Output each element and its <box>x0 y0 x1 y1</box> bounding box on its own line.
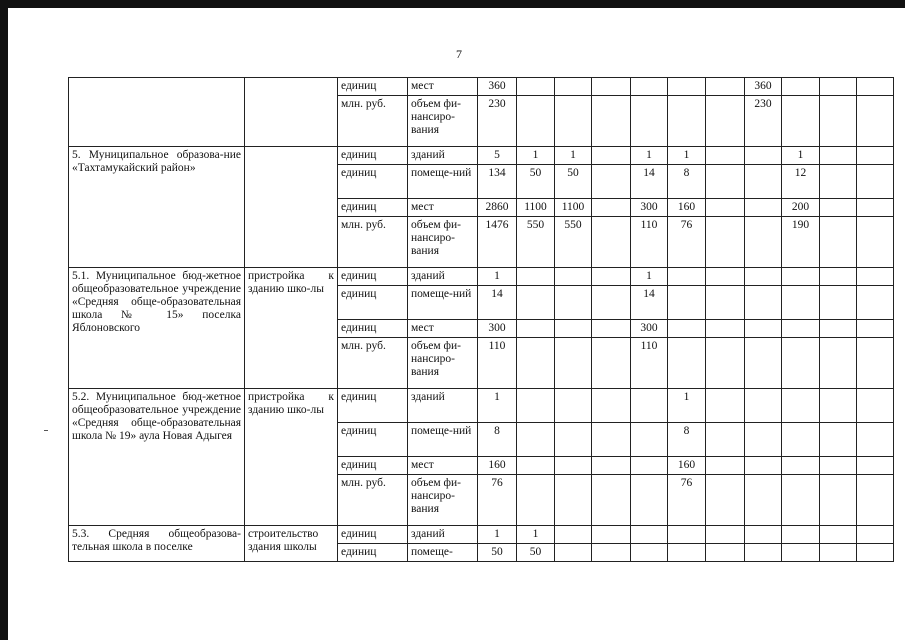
value-cell <box>555 338 592 389</box>
value-cell <box>631 78 668 96</box>
value-cell <box>745 389 782 423</box>
value-cell <box>706 320 745 338</box>
value-cell <box>745 199 782 217</box>
value-cell <box>592 199 631 217</box>
unit-cell: млн. руб. <box>338 96 408 147</box>
value-cell <box>592 217 631 268</box>
value-cell <box>857 165 894 199</box>
value-cell: 14 <box>631 286 668 320</box>
value-cell: 230 <box>745 96 782 147</box>
value-cell <box>706 457 745 475</box>
value-cell <box>782 475 820 526</box>
indicator-cell: мест <box>408 457 478 475</box>
value-cell <box>517 96 555 147</box>
value-cell <box>706 286 745 320</box>
value-cell <box>857 199 894 217</box>
value-cell <box>517 423 555 457</box>
value-cell: 1 <box>478 526 517 544</box>
value-cell <box>555 457 592 475</box>
value-cell <box>592 165 631 199</box>
indicator-cell: объем фи-нансиро-вания <box>408 217 478 268</box>
value-cell <box>857 147 894 165</box>
value-cell <box>782 423 820 457</box>
value-cell <box>857 268 894 286</box>
value-cell <box>745 165 782 199</box>
value-cell <box>782 338 820 389</box>
value-cell: 1100 <box>517 199 555 217</box>
value-cell <box>820 544 857 562</box>
value-cell <box>820 320 857 338</box>
value-cell <box>706 199 745 217</box>
value-cell: 110 <box>631 217 668 268</box>
value-cell <box>555 78 592 96</box>
object-name-cell <box>69 78 245 147</box>
indicator-cell: зданий <box>408 526 478 544</box>
unit-cell: единиц <box>338 147 408 165</box>
value-cell: 200 <box>782 199 820 217</box>
object-name-cell: 5.2. Муниципальное бюд-жетное общеобразовательное учреждение «Средняя обще-образовательная школа № 19» аула Новая Адыгея <box>69 389 245 526</box>
value-cell: 300 <box>631 320 668 338</box>
value-cell: 110 <box>478 338 517 389</box>
value-cell: 1100 <box>555 199 592 217</box>
value-cell <box>555 526 592 544</box>
value-cell: 1 <box>782 147 820 165</box>
value-cell: 50 <box>517 165 555 199</box>
value-cell <box>631 423 668 457</box>
scan-border-left <box>0 0 8 640</box>
value-cell <box>668 286 706 320</box>
value-cell: 50 <box>517 544 555 562</box>
value-cell: 1 <box>478 389 517 423</box>
action-cell: пристройка к зданию шко-лы <box>245 268 338 389</box>
value-cell <box>782 526 820 544</box>
value-cell: 8 <box>668 165 706 199</box>
value-cell <box>820 217 857 268</box>
value-cell <box>631 96 668 147</box>
value-cell: 360 <box>745 78 782 96</box>
value-cell <box>668 320 706 338</box>
value-cell: 1 <box>668 147 706 165</box>
value-cell: 1 <box>631 147 668 165</box>
value-cell <box>517 78 555 96</box>
unit-cell: млн. руб. <box>338 475 408 526</box>
value-cell <box>555 389 592 423</box>
value-cell: 550 <box>555 217 592 268</box>
value-cell <box>517 320 555 338</box>
value-cell <box>631 526 668 544</box>
value-cell <box>745 147 782 165</box>
indicator-cell: объем фи-нансиро-вания <box>408 338 478 389</box>
value-cell <box>668 544 706 562</box>
value-cell: 76 <box>478 475 517 526</box>
value-cell <box>745 320 782 338</box>
indicator-cell: помеще-ний <box>408 165 478 199</box>
value-cell: 1 <box>555 147 592 165</box>
value-cell <box>555 423 592 457</box>
value-cell: 190 <box>782 217 820 268</box>
value-cell <box>517 457 555 475</box>
value-cell: 134 <box>478 165 517 199</box>
indicator-cell: помеще-ний <box>408 286 478 320</box>
value-cell <box>517 286 555 320</box>
value-cell <box>592 320 631 338</box>
value-cell <box>706 78 745 96</box>
value-cell: 160 <box>668 457 706 475</box>
value-cell <box>820 457 857 475</box>
value-cell <box>517 389 555 423</box>
value-cell <box>592 544 631 562</box>
value-cell: 160 <box>478 457 517 475</box>
value-cell <box>857 457 894 475</box>
value-cell <box>782 268 820 286</box>
value-cell <box>745 475 782 526</box>
value-cell <box>631 389 668 423</box>
value-cell <box>592 389 631 423</box>
value-cell <box>820 165 857 199</box>
value-cell <box>820 96 857 147</box>
value-cell <box>517 338 555 389</box>
action-cell <box>245 147 338 268</box>
unit-cell: единиц <box>338 268 408 286</box>
action-cell: пристройка к зданию шко-лы <box>245 389 338 526</box>
value-cell <box>857 526 894 544</box>
value-cell <box>857 78 894 96</box>
value-cell <box>706 475 745 526</box>
value-cell <box>857 389 894 423</box>
value-cell <box>592 475 631 526</box>
value-cell: 76 <box>668 217 706 268</box>
value-cell <box>706 423 745 457</box>
value-cell <box>592 423 631 457</box>
value-cell <box>592 96 631 147</box>
value-cell <box>820 423 857 457</box>
table-row <box>69 78 894 96</box>
value-cell: 1476 <box>478 217 517 268</box>
value-cell: 300 <box>631 199 668 217</box>
value-cell: 8 <box>478 423 517 457</box>
value-cell <box>706 165 745 199</box>
scan-speck <box>44 430 48 431</box>
value-cell <box>706 544 745 562</box>
value-cell: 50 <box>478 544 517 562</box>
indicator-cell: мест <box>408 78 478 96</box>
table-row <box>69 389 894 423</box>
table-body <box>69 78 894 562</box>
value-cell <box>517 268 555 286</box>
indicator-cell: мест <box>408 199 478 217</box>
value-cell <box>592 147 631 165</box>
table-row <box>69 526 894 544</box>
value-cell <box>820 526 857 544</box>
value-cell <box>706 338 745 389</box>
value-cell <box>857 423 894 457</box>
value-cell: 550 <box>517 217 555 268</box>
value-cell <box>668 268 706 286</box>
value-cell: 110 <box>631 338 668 389</box>
page-number: 7 <box>456 47 462 61</box>
indicator-cell: зданий <box>408 268 478 286</box>
value-cell <box>592 286 631 320</box>
value-cell: 14 <box>631 165 668 199</box>
indicator-cell: мест <box>408 320 478 338</box>
value-cell <box>820 199 857 217</box>
value-cell: 14 <box>478 286 517 320</box>
value-cell <box>820 389 857 423</box>
unit-cell: единиц <box>338 286 408 320</box>
unit-cell: единиц <box>338 526 408 544</box>
value-cell <box>745 544 782 562</box>
value-cell: 360 <box>478 78 517 96</box>
value-cell <box>820 286 857 320</box>
indicator-cell: помеще- <box>408 544 478 562</box>
table-row <box>69 268 894 286</box>
value-cell: 1 <box>517 147 555 165</box>
value-cell <box>555 475 592 526</box>
program-table <box>68 77 894 562</box>
value-cell <box>517 475 555 526</box>
value-cell <box>857 475 894 526</box>
value-cell <box>820 147 857 165</box>
value-cell <box>668 96 706 147</box>
unit-cell: единиц <box>338 423 408 457</box>
value-cell <box>706 147 745 165</box>
value-cell <box>782 286 820 320</box>
action-cell <box>245 78 338 147</box>
value-cell <box>592 526 631 544</box>
unit-cell: единиц <box>338 544 408 562</box>
unit-cell: единиц <box>338 389 408 423</box>
table-row <box>69 147 894 165</box>
value-cell <box>631 475 668 526</box>
value-cell <box>820 475 857 526</box>
value-cell <box>857 544 894 562</box>
value-cell <box>745 423 782 457</box>
value-cell <box>745 268 782 286</box>
value-cell <box>668 526 706 544</box>
value-cell <box>706 96 745 147</box>
value-cell: 160 <box>668 199 706 217</box>
indicator-cell: помеще-ний <box>408 423 478 457</box>
value-cell <box>857 286 894 320</box>
value-cell <box>782 78 820 96</box>
unit-cell: единиц <box>338 199 408 217</box>
unit-cell: единиц <box>338 457 408 475</box>
value-cell <box>555 268 592 286</box>
value-cell <box>820 78 857 96</box>
value-cell <box>555 544 592 562</box>
value-cell <box>745 457 782 475</box>
value-cell <box>706 526 745 544</box>
value-cell <box>782 320 820 338</box>
value-cell <box>592 457 631 475</box>
value-cell <box>706 389 745 423</box>
indicator-cell: объем фи-нансиро-вания <box>408 96 478 147</box>
value-cell <box>820 338 857 389</box>
unit-cell: млн. руб. <box>338 217 408 268</box>
value-cell <box>745 526 782 544</box>
value-cell <box>857 217 894 268</box>
value-cell: 1 <box>631 268 668 286</box>
value-cell <box>706 217 745 268</box>
object-name-cell: 5.3. Средняя общеобразова-тельная школа в поселке <box>69 526 245 562</box>
value-cell <box>668 78 706 96</box>
value-cell <box>631 544 668 562</box>
value-cell <box>782 389 820 423</box>
indicator-cell: зданий <box>408 147 478 165</box>
value-cell <box>782 457 820 475</box>
value-cell <box>857 338 894 389</box>
value-cell <box>745 286 782 320</box>
value-cell: 300 <box>478 320 517 338</box>
value-cell: 1 <box>668 389 706 423</box>
indicator-cell: зданий <box>408 389 478 423</box>
unit-cell: единиц <box>338 165 408 199</box>
unit-cell: млн. руб. <box>338 338 408 389</box>
value-cell <box>631 457 668 475</box>
value-cell <box>555 96 592 147</box>
value-cell <box>555 286 592 320</box>
indicator-cell: объем фи-нансиро-вания <box>408 475 478 526</box>
value-cell: 5 <box>478 147 517 165</box>
value-cell <box>706 268 745 286</box>
object-name-cell: 5. Муниципальное образова-ние «Тахтамукайский район» <box>69 147 245 268</box>
value-cell: 8 <box>668 423 706 457</box>
value-cell <box>745 338 782 389</box>
scan-border-top <box>0 0 905 8</box>
value-cell: 76 <box>668 475 706 526</box>
value-cell: 230 <box>478 96 517 147</box>
value-cell <box>782 544 820 562</box>
unit-cell: единиц <box>338 320 408 338</box>
value-cell <box>782 96 820 147</box>
value-cell <box>857 320 894 338</box>
value-cell: 50 <box>555 165 592 199</box>
value-cell <box>668 338 706 389</box>
value-cell: 2860 <box>478 199 517 217</box>
value-cell <box>820 268 857 286</box>
action-cell: строительство здания школы <box>245 526 338 562</box>
value-cell <box>555 320 592 338</box>
value-cell: 1 <box>478 268 517 286</box>
object-name-cell: 5.1. Муниципальное бюд-жетное общеобразовательное учреждение «Средняя обще-образовательная школа № 15» поселка Яблоновского <box>69 268 245 389</box>
value-cell <box>592 78 631 96</box>
value-cell <box>592 338 631 389</box>
value-cell <box>592 268 631 286</box>
unit-cell: единиц <box>338 78 408 96</box>
value-cell <box>745 217 782 268</box>
value-cell: 12 <box>782 165 820 199</box>
value-cell: 1 <box>517 526 555 544</box>
value-cell <box>857 96 894 147</box>
